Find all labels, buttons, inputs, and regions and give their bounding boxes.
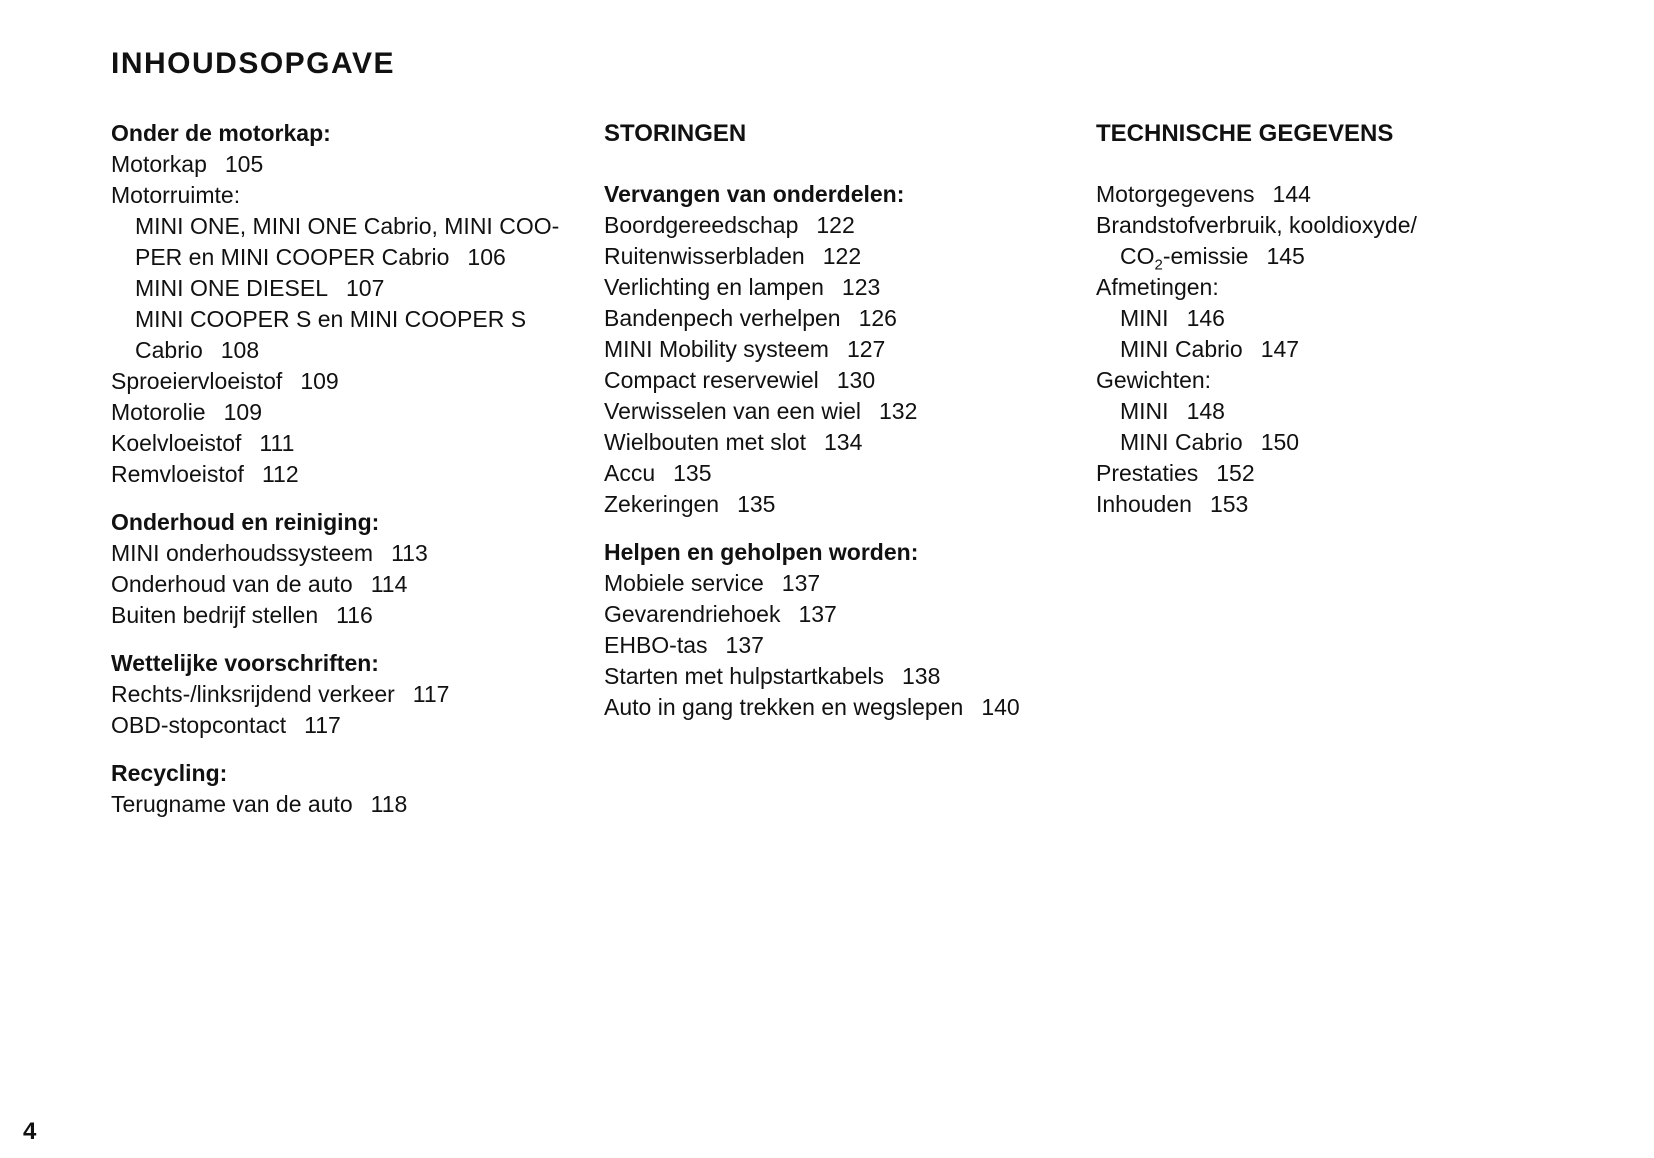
section-heading: Vervangen van onderdelen: bbox=[604, 181, 905, 207]
toc-section-onder-de-motorkap bbox=[111, 118, 581, 490]
toc-section-recycling bbox=[111, 758, 581, 820]
toc-entry[interactable] bbox=[604, 489, 1074, 520]
toc-entry[interactable] bbox=[604, 334, 1074, 365]
entry-page: 118 bbox=[370, 791, 408, 817]
entry-page: 152 bbox=[1216, 460, 1255, 486]
entry-text: Motorkap bbox=[111, 151, 207, 177]
entry-page: 109 bbox=[223, 399, 262, 425]
toc-subheading bbox=[1096, 365, 1566, 396]
entry-text: Starten met hulpstartkabels bbox=[604, 663, 884, 689]
entry-page: 138 bbox=[901, 663, 941, 689]
entry-text: PER en MINI COOPER Cabrio bbox=[135, 244, 450, 270]
toc-column-1 bbox=[111, 118, 581, 837]
toc-entry[interactable] bbox=[1096, 179, 1566, 210]
entry-page: 137 bbox=[725, 632, 764, 658]
entry-text: Auto in gang trekken en wegslepen bbox=[604, 694, 964, 720]
entry-page: 137 bbox=[798, 601, 837, 627]
entry-text: Accu bbox=[604, 460, 656, 486]
entry-page: 106 bbox=[467, 244, 506, 270]
toc-column-3 bbox=[1096, 118, 1566, 537]
toc-entry[interactable] bbox=[604, 427, 1074, 458]
entry-page: 122 bbox=[822, 243, 862, 269]
entry-text: Motorruimte: bbox=[111, 182, 241, 208]
entry-page: 111 bbox=[259, 430, 295, 456]
entry-text-co: CO bbox=[1120, 243, 1155, 269]
entry-page: 135 bbox=[673, 460, 712, 486]
entry-text: -emissie bbox=[1162, 243, 1249, 269]
toc-entry[interactable] bbox=[111, 335, 581, 366]
entry-page: 132 bbox=[878, 398, 918, 424]
entry-text: Zekeringen bbox=[604, 491, 720, 517]
entry-text: Verwisselen van een wiel bbox=[604, 398, 861, 424]
entry-page: 150 bbox=[1260, 429, 1300, 455]
entry-text: Prestaties bbox=[1096, 460, 1199, 486]
toc-entry[interactable] bbox=[604, 365, 1074, 396]
entry-page: 114 bbox=[370, 571, 408, 597]
toc-entry[interactable] bbox=[111, 459, 581, 490]
toc-section-wettelijke-voorschriften bbox=[111, 648, 581, 741]
toc-entry[interactable] bbox=[1096, 489, 1566, 520]
entry-text: Cabrio bbox=[135, 337, 203, 363]
page-number: 4 bbox=[23, 1118, 37, 1145]
entry-page: 108 bbox=[220, 337, 260, 363]
entry-text: Sproeiervloeistof bbox=[111, 368, 283, 394]
entry-text: Onderhoud van de auto bbox=[111, 571, 353, 597]
toc-entry[interactable] bbox=[604, 692, 1074, 723]
entry-page: 123 bbox=[841, 274, 881, 300]
entry-text: MINI COOPER S en MINI COOPER S bbox=[135, 306, 527, 332]
entry-page: 130 bbox=[836, 367, 876, 393]
entry-page: 127 bbox=[846, 336, 886, 362]
entry-page: 148 bbox=[1186, 398, 1225, 424]
entry-page: 147 bbox=[1260, 336, 1300, 362]
toc-section-technische-gegevens bbox=[1096, 179, 1566, 520]
toc-entry[interactable] bbox=[111, 538, 581, 569]
section-heading: Onderhoud en reiniging: bbox=[111, 509, 380, 535]
entry-text: Afmetingen: bbox=[1096, 274, 1219, 300]
toc-entry[interactable] bbox=[604, 210, 1074, 241]
entry-page: 144 bbox=[1272, 181, 1311, 207]
toc-entry[interactable] bbox=[111, 149, 581, 180]
entry-text: Remvloeistof bbox=[111, 461, 244, 487]
entry-page: 113 bbox=[391, 540, 428, 566]
entry-text: Bandenpech verhelpen bbox=[604, 305, 841, 331]
entry-text: Inhouden bbox=[1096, 491, 1192, 517]
section-heading: Helpen en geholpen worden: bbox=[604, 539, 919, 565]
toc-entry[interactable] bbox=[1096, 396, 1566, 427]
toc-entry[interactable] bbox=[111, 397, 581, 428]
entry-text: Wielbouten met slot bbox=[604, 429, 806, 455]
entry-text: Gevarendriehoek bbox=[604, 601, 781, 627]
entry-text: EHBO-tas bbox=[604, 632, 708, 658]
entry-page: 117 bbox=[412, 681, 450, 707]
toc-entry[interactable] bbox=[111, 679, 581, 710]
entry-text: OBD-stopcontact bbox=[111, 712, 287, 738]
section-heading: Onder de motorkap: bbox=[111, 120, 331, 146]
entry-text: MINI Mobility systeem bbox=[604, 336, 829, 362]
toc-entry[interactable] bbox=[1096, 334, 1566, 365]
entry-page: 116 bbox=[336, 602, 373, 628]
toc-entry[interactable] bbox=[604, 396, 1074, 427]
section-heading: Wettelijke voorschriften: bbox=[111, 650, 379, 676]
entry-subscript: 2 bbox=[1154, 256, 1163, 274]
toc-entry[interactable] bbox=[604, 661, 1074, 692]
entry-text: MINI ONE, MINI ONE Cabrio, MINI COO- bbox=[135, 213, 560, 239]
entry-text: Koelvloeistof bbox=[111, 430, 242, 456]
toc-entry[interactable] bbox=[604, 599, 1074, 630]
entry-page: 137 bbox=[781, 570, 821, 596]
toc-column-2 bbox=[604, 118, 1074, 740]
entry-text: Motorolie bbox=[111, 399, 206, 425]
entry-text: Motorgegevens bbox=[1096, 181, 1255, 207]
entry-page: 117 bbox=[304, 712, 341, 738]
entry-text: MINI bbox=[1120, 305, 1169, 331]
toc-entry[interactable] bbox=[604, 241, 1074, 272]
toc-entry[interactable] bbox=[1096, 241, 1566, 272]
toc-entry[interactable] bbox=[1096, 303, 1566, 334]
toc-subheading bbox=[1096, 272, 1566, 303]
entry-text: Mobiele service bbox=[604, 570, 764, 596]
toc-section-helpen bbox=[604, 537, 1074, 723]
entry-text: Boordgereedschap bbox=[604, 212, 799, 238]
toc-entry[interactable] bbox=[111, 242, 581, 273]
entry-page: 112 bbox=[261, 461, 299, 487]
entry-page: 105 bbox=[224, 151, 264, 177]
entry-text: Gewichten: bbox=[1096, 367, 1212, 393]
toc-section-vervangen bbox=[604, 179, 1074, 520]
toc-entry bbox=[111, 211, 581, 242]
section-heading: Recycling: bbox=[111, 760, 228, 786]
entry-page: 140 bbox=[981, 694, 1020, 720]
toc-entry[interactable] bbox=[604, 458, 1074, 489]
toc-entry[interactable] bbox=[111, 789, 581, 820]
entry-text: Rechts-/linksrijdend verkeer bbox=[111, 681, 395, 707]
entry-page: 146 bbox=[1186, 305, 1225, 331]
entry-text: Terugname van de auto bbox=[111, 791, 353, 817]
entry-page: 126 bbox=[858, 305, 897, 331]
toc-entry[interactable] bbox=[604, 272, 1074, 303]
toc-section-onderhoud bbox=[111, 507, 581, 631]
toc-entry[interactable] bbox=[1096, 458, 1566, 489]
entry-text: MINI bbox=[1120, 398, 1169, 424]
toc-entry[interactable] bbox=[111, 600, 581, 631]
toc-entry[interactable] bbox=[1096, 427, 1566, 458]
entry-page: 145 bbox=[1266, 243, 1305, 269]
page-title: INHOUDSOPGAVE bbox=[111, 47, 395, 80]
toc-subheading bbox=[111, 180, 581, 211]
entry-page: 122 bbox=[816, 212, 855, 238]
entry-page: 135 bbox=[737, 491, 776, 517]
entry-text: MINI ONE DIESEL bbox=[135, 275, 328, 301]
entry-text: Ruitenwisserbladen bbox=[604, 243, 805, 269]
part-title-technische-gegevens: TECHNISCHE GEGEVENS bbox=[1096, 120, 1394, 147]
toc-entry[interactable] bbox=[604, 630, 1074, 661]
entry-text: MINI Cabrio bbox=[1120, 429, 1243, 455]
entry-page: 134 bbox=[823, 429, 863, 455]
entry-page: 107 bbox=[345, 275, 385, 301]
entry-text: MINI onderhoudssysteem bbox=[111, 540, 374, 566]
entry-text: Brandstofverbruik, kooldioxyde/ bbox=[1096, 212, 1417, 238]
toc-entry bbox=[111, 304, 581, 335]
toc-entry[interactable] bbox=[111, 569, 581, 600]
entry-text: Compact reservewiel bbox=[604, 367, 819, 393]
entry-text: Verlichting en lampen bbox=[604, 274, 824, 300]
entry-page: 153 bbox=[1209, 491, 1249, 517]
entry-text: Buiten bedrijf stellen bbox=[111, 602, 319, 628]
toc-entry[interactable] bbox=[604, 303, 1074, 334]
part-title-storingen: STORINGEN bbox=[604, 120, 747, 147]
entry-page: 109 bbox=[300, 368, 339, 394]
toc-entry[interactable] bbox=[111, 366, 581, 397]
toc-entry[interactable] bbox=[111, 710, 581, 741]
toc-entry[interactable] bbox=[604, 568, 1074, 599]
toc-entry bbox=[1096, 210, 1566, 241]
toc-entry[interactable] bbox=[111, 273, 581, 304]
entry-text: MINI Cabrio bbox=[1120, 336, 1243, 362]
toc-entry[interactable] bbox=[111, 428, 581, 459]
